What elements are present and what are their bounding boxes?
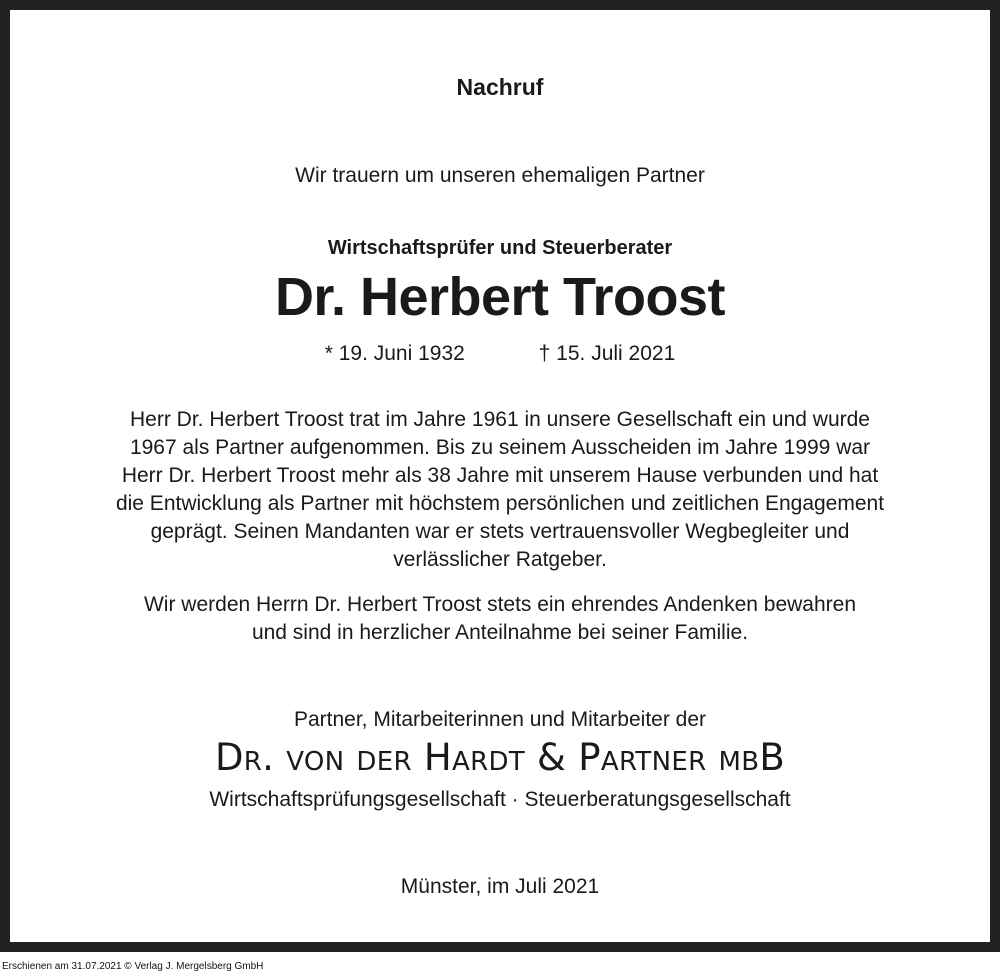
publication-footer: Erschienen am 31.07.2021 © Verlag J. Mergelsberg GmbH	[2, 961, 264, 972]
tribute-paragraph	[70, 406, 930, 574]
paragraph-line: und sind in herzlicher Anteilnahme bei seiner Familie.	[251, 621, 749, 644]
deceased-name: Dr. Herbert Troost	[274, 267, 726, 327]
signoff-line: Partner, Mitarbeiterinnen und Mitarbeiter der	[293, 708, 707, 731]
paragraph-line: geprägt. Seinen Mandanten war er stets vertrauensvoller Wegbegleiter und	[150, 520, 850, 543]
paragraph-line: Herr Dr. Herbert Troost trat im Jahre 1961 in unsere Gesellschaft ein und wurde	[129, 408, 870, 431]
paragraph-line: verlässlicher Ratgeber.	[393, 548, 607, 571]
firm-name: Dr. von der Hardt & Partner mbB	[214, 736, 786, 779]
paragraph-line: Herr Dr. Herbert Troost mehr als 38 Jahre mit unserem Hause verbunden und hat	[121, 464, 879, 487]
paragraph-line: die Entwicklung als Partner mit höchstem persönlichen und zeitlichen Engagement	[115, 492, 885, 515]
notice-heading: Nachruf	[456, 74, 544, 100]
death-date: † 15. Juli 2021	[538, 342, 676, 365]
firm-subtitle: Wirtschaftsprüfungsgesellschaft · Steuerberatungsgesellschaft	[209, 788, 791, 811]
paragraph-line: 1967 als Partner aufgenommen. Bis zu seinem Ausscheiden im Jahre 1999 war	[129, 436, 871, 459]
remembrance-paragraph	[70, 591, 930, 647]
life-dates	[20, 342, 980, 366]
place-date: Münster, im Juli 2021	[400, 875, 600, 898]
paragraph-line: Wir werden Herrn Dr. Herbert Troost stets ein ehrendes Andenken bewahren	[143, 593, 857, 616]
intro-line: Wir trauern um unseren ehemaligen Partner	[295, 164, 705, 187]
profession-line: Wirtschaftsprüfer und Steuerberater	[327, 237, 673, 259]
birth-date: * 19. Juni 1932	[324, 342, 465, 365]
